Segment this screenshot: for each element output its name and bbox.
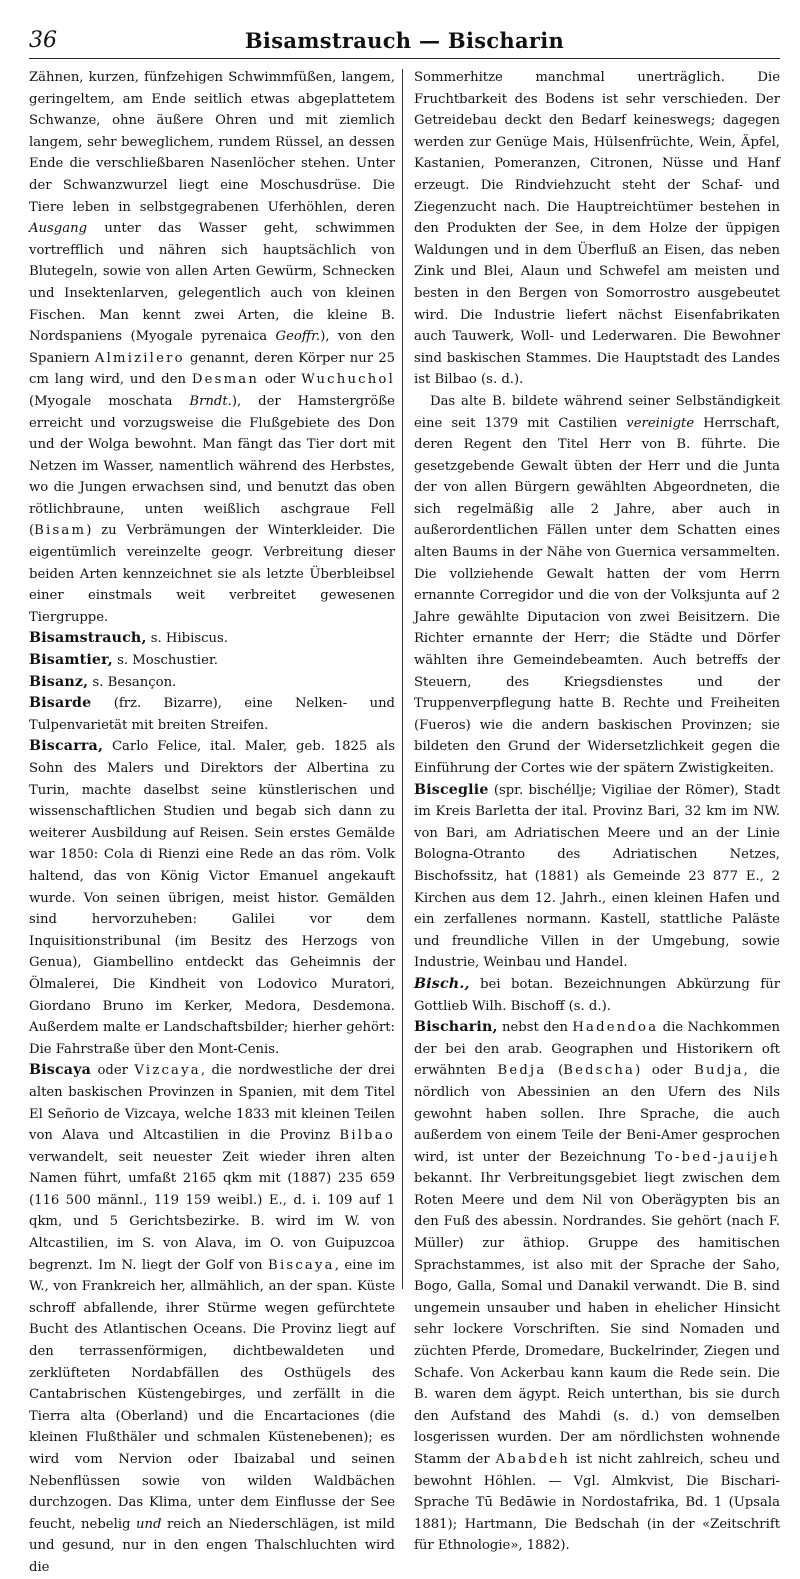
- entry-biscaya: Biscaya oder Vizcaya, die nordwestliche der drei alten baskischen Provinzen in Spanien, mit dem Titel El Señorio de Vizcaya, welche 1833 mit kleinen Teilen von Alava und Altcastilien in die Provinz Bilbao verwandelt, seit neuester Zeit wieder ihren alten Namen führt, umfaßt 2165 qkm mit (1887) 235 659 (116 500 männl., 119 159 weibl.) E., d. i. 109 auf 1 qkm, und 5 Gerichtsbezirke. B. wird im W. von Altcastilien, im S. von Alava, im O. von Guipuzcoa begrenzt. Im N. liegt der Golf von Biscaya, eine im W., von Frankreich her, allmählich, an der span. Küste schroff abfallende, ihrer Stürme wegen gefürchtete Bucht des Atlantischen Oceans. Die Provinz liegt auf den terrassenförmigen, dichtbewaldeten und zerklüfteten Nordabfällen des Osthügels des Cantabrischen Küstengebirges, und zerfällt in die Tierra alta (Oberland) und die Encartaciones (die kleinen Flußthäler und schmalen Küstenebenen); es wird vom Nervion oder Ibaizabal und seinen Nebenflüssen sowie von wilden Waldbächen durchzogen. Das Klima, unter dem Einflusse der See feucht, nebelig und reich an Niederschlägen, ist mild und gesund, nur in den engen Thalschluchten wird die: [29, 1062, 395, 1575]
- entry-bisamstrauch: Bisamstrauch, s. Hibiscus.: [29, 630, 228, 647]
- left-column: [29, 67, 395, 1579]
- lemma: Bisamstrauch,: [29, 630, 147, 647]
- lemma: Bisch.,: [414, 975, 470, 992]
- lemma: Bisanz,: [29, 673, 89, 690]
- entry-bisch: Bisch., bei botan. Bezeichnungen Abkürzung für Gottlieb Wilh. Bischoff (s. d.).: [414, 975, 780, 1014]
- lemma: Biscarra,: [29, 738, 104, 755]
- biscaya-history: Das alte B. bildete während seiner Selbständigkeit eine seit 1379 mit Castilien vereinigte Herrschaft, deren Regent den Titel Herr von B. führte. Die gesetzgebende Gewalt übten der Herr und die Junta der von allen Bürgern gewählten Abgeordneten, die sich regelmäßig alle 2 Jahre, aber auch in außerordentlichen Fällen unter dem Schatten eines alten Baums in der Nähe von Guernica versammelten. Die vollziehende Gewalt hatten der vom Herrn ernannte Corregidor und die von der Volksjunta auf 2 Jahre gewählte Diputacion von zwei Beisitzern. Die Richter ernannte der Herr; die Städte und Dörfer wählten ihre Gemeindebeamten. Auch betreffs der Steuern, des Kriegsdienstes und der Truppenverpflegung hatte B. Rechte und Freiheiten (Fueros) wie die andern baskischen Provinzen; sie bildeten den Grund der Widersetzlichkeit gegen die Einführung der Cortes wie der spätern Zwistigkeiten.: [414, 393, 780, 776]
- column-divider: [402, 69, 403, 1289]
- entry-bisarde: Bisarde (frz. Bizarre), eine Nelken- und Tulpenvarietät mit breiten Streifen.: [29, 695, 395, 733]
- running-title: Bisamstrauch — Bischarin: [244, 28, 565, 53]
- entry-bisamtier: Bisamtier, s. Moschustier.: [29, 652, 218, 669]
- lemma: Bisceglie: [414, 781, 489, 798]
- lemma: Bischarin,: [414, 1019, 498, 1036]
- page-number: 36: [29, 28, 57, 53]
- page-header: [29, 28, 780, 59]
- entry-bischarin: Bischarin, nebst den Hadendoa die Nachkommen der bei den arab. Geographen und Historikern oft erwähnten Bedja (Bedscha) oder Budja, die nördlich von Abessinien an den Ufern des Nils gewohnt haben sollen. Ihre Sprache, die auch außerdem von einem Teile der Beni-Amer gesprochen wird, ist unter der Bezeichnung To-bed-jauijeh bekannt. Ihr Verbreitungsgebiet liegt zwischen dem Roten Meere und dem Nil von Oberägypten bis an den Fuß des abessin. Nordrandes. Sie gehört (nach F. Müller) zur äthiop. Gruppe des hamitischen Sprachstammes, ist also mit der Sprache der Saho, Bogo, Galla, Somal und Danakil verwandt. Die B. sind ungemein unsauber und haben in ehelicher Hinsicht sehr lockere Vorschriften. Sie sind Nomaden und züchten Pferde, Dromedare, Buckelrinder, Ziegen und Schafe. Von Ackerbau kann kaum die Rede sein. Die B. waren dem ägypt. Reich unterthan, bis sie durch den Aufstand des Mahdi (s. d.) von demselben losgerissen wurden. Der am nördlichsten wohnende Stamm der Ababdeh ist nicht zahlreich, scheu und bewohnt Höhlen. — Vgl. Almkvist, Die Bischari-Sprache Tū Bedāwie in Nordostafrika, Bd. 1 (Upsala 1881); Hartmann, Die Bedschah (in der «Zeitschrift für Ethnologie», 1882).: [414, 1019, 780, 1554]
- lemma: Bisarde: [29, 695, 92, 712]
- bisamrüssler-continuation: Zähnen, kurzen, fünfzehigen Schwimmfüßen, langem, geringeltem, am Ende seitlich etwas abgeplattetem Schwanze, ohne äußere Ohren und mit ziemlich langem, sehr beweglichem, rundem Rüssel, an dessen Ende die verschließbaren Nasenlöcher stehen. Unter der Schwanzwurzel liegt eine Moschusdrüse. Die Tiere leben in selbstgegrabenen Uferhöhlen, deren Ausgang unter das Wasser geht, schwimmen vortrefflich und nähren sich hauptsächlich von Blutegeln, sowie von allen Arten Gewürm, Schnecken und Insektenlarven, gelegentlich auch von kleinen Fischen. Man kennt zwei Arten, die kleine B. Nordspaniens (Myogale pyrenaica Geoffr.), von den Spaniern Almizilero genannt, deren Körper nur 25 cm lang wird, und den Desman oder Wuchuchol (Myogale moschata Brndt.), der Hamstergröße erreicht und vorzugsweise die Flußgebiete des Don und der Wolga bewohnt. Man fängt das Tier dort mit Netzen im Wasser, namentlich während des Herbstes, wo die Jungen erwachsen sind, und benutzt das oben rötlichbraune, unten weißlich aschgraue Fell (Bisam) zu Verbrämungen der Winterkleider. Die eigentümlich vereinzelte geogr. Verbreitung dieser beiden Arten kennzeichnet sie als letzte Überbleibsel einer einstmals weit verbreitet gewesenen Tiergruppe.: [29, 70, 396, 625]
- biscaya-continuation: Sommerhitze manchmal unerträglich. Die Fruchtbarkeit des Bodens ist sehr verschieden. Der Getreidebau deckt den Bedarf keineswegs; dagegen werden zur Genüge Mais, Hülsenfrüchte, Wein, Äpfel, Kastanien, Pomeranzen, Citronen, Nüsse und Hanf erzeugt. Die Rindviehzucht steht der Schaf- und Ziegenzucht nach. Die Hauptreichtümer bestehen in den Produkten der See, in dem Holze der üppigen Waldungen und in dem Überfluß an Eisen, das neben Zink und Blei, Alaun und Schwefel am meisten und besten in den Bergen von Somorrostro ausgebeutet wird. Die Industrie liefert nächst Eisenfabrikaten auch Tauwerk, Woll- und Lederwaren. Die Bewohner sind baskischen Stammes. Die Hauptstadt des Landes ist Bilbao (s. d.).: [414, 70, 780, 388]
- right-column: [414, 67, 780, 1579]
- two-column-body: [29, 67, 780, 1579]
- lemma: Bisamtier,: [29, 652, 113, 669]
- entry-bisanz: Bisanz, s. Besançon.: [29, 673, 177, 690]
- lemma: Biscaya: [29, 1062, 92, 1079]
- entry-biscarra: Biscarra, Carlo Felice, ital. Maler, geb. 1825 als Sohn des Malers und Direktors der Albertina zu Turin, machte daselbst seine künstlerischen und wissenschaftlichen Studien und begab sich dann zu weiterer Ausbildung auf Reisen. Sein erstes Gemälde war 1850: Cola di Rienzi eine Rede an das röm. Volk haltend, das von König Victor Emanuel angekauft wurde. Von seinen übrigen, meist histor. Gemälden sind hervorzuheben: Galilei vor dem Inquisitionstribunal (im Besitz des Herzogs von Genua), Giambellino entdeckt das Geheimnis der Ölmalerei, Die Kindheit von Lodovico Muratori, Giordano Bruno im Kerker, Medora, Desdemona. Außerdem malte er Landschaftsbilder; hierher gehört: Die Fahrstraße über den Mont-Cenis.: [29, 738, 395, 1057]
- entry-bisceglie: Bisceglie (spr. bischéllje; Vigiliae der Römer), Stadt im Kreis Barletta der ital. Provinz Bari, 32 km im NW. von Bari, am Adriatischen Meere und an der Linie Bologna-Otranto des Adriatischen Netzes, Bischofssitz, hat (1881) als Gemeinde 23 877 E., 2 Kirchen aus dem 12. Jahrh., einen kleinen Hafen und ein zerfallenes normann. Kastell, stattliche Paläste und freundliche Villen in der Umgebung, sowie Industrie, Weinbau und Handel.: [414, 781, 780, 971]
